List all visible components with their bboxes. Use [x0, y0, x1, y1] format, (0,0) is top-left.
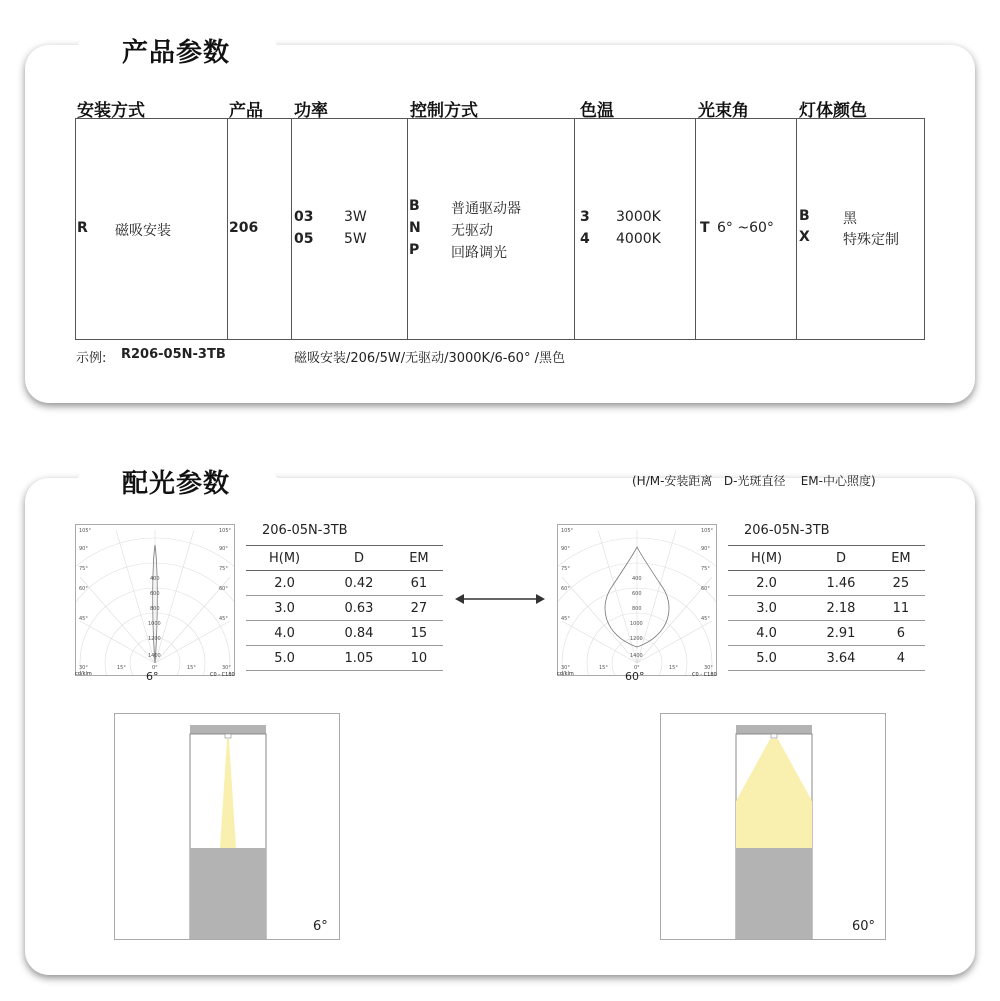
polar-angle-label: 105° — [79, 528, 92, 534]
beam-angle-60: 60° — [852, 919, 876, 934]
polar-unit: cd/klm — [75, 671, 92, 677]
header-cct: 色温 — [580, 101, 614, 121]
table-row: 2.0 1.46 25 — [728, 571, 925, 596]
color-code: X — [799, 229, 810, 245]
polar-radial-label: 600 — [632, 591, 642, 597]
table-row: 4.0 0.84 15 — [246, 621, 443, 646]
control-code: N — [409, 220, 421, 236]
control-label: 普通驱动器 — [451, 201, 521, 217]
polar-radial-label: 800 — [150, 606, 160, 612]
col-h: H(M) — [246, 546, 323, 571]
polar-radial-label: 1400 — [630, 653, 643, 659]
col-em: EM — [395, 546, 443, 571]
power-label: 5W — [344, 231, 367, 247]
cct-code: 3 — [580, 209, 590, 225]
control-label: 无驱动 — [451, 223, 493, 239]
table-model-left: 206-05N-3TB — [262, 523, 348, 538]
table-row: 3.0 0.63 27 — [246, 596, 443, 621]
light-title: 配光参数 — [122, 469, 231, 499]
spec-table — [75, 118, 925, 340]
polar-diagram-60deg — [557, 524, 717, 676]
polar-angle-label: 60° — [79, 586, 88, 592]
polar-angle-label: 105° — [219, 528, 232, 534]
control-code: B — [409, 198, 420, 214]
color-code: B — [799, 208, 810, 224]
polar-radial-label: 400 — [632, 576, 642, 582]
header-power: 功率 — [294, 101, 328, 121]
polar-bottom-label: 15° — [669, 665, 678, 671]
polar-angle-label: 45° — [219, 616, 228, 622]
polar-bottom-label: 30° — [561, 665, 570, 671]
polar-radial-label: 1000 — [630, 621, 643, 627]
col-em: EM — [877, 546, 925, 571]
table-model-right: 206-05N-3TB — [744, 523, 830, 538]
light-legend: (H/M-安装距离 D-光斑直径 EM-中心照度) — [632, 474, 876, 488]
product-code: 206 — [229, 220, 259, 236]
photometric-table-left — [246, 545, 443, 671]
header-product: 产品 — [229, 101, 263, 121]
polar-angle-label: 90° — [701, 546, 710, 552]
beam-illustration-60deg — [660, 713, 886, 940]
polar-radial-label: 1200 — [148, 636, 161, 642]
polar-unit: cd/klm — [557, 671, 574, 677]
polar-angle-label: 105° — [701, 528, 714, 534]
table-row: 5.0 1.05 10 — [246, 646, 443, 671]
polar-angle-label: 60° — [561, 586, 570, 592]
product-title: 产品参数 — [122, 38, 231, 68]
polar-angle-label: 60° — [219, 586, 228, 592]
polar-angle-label: 75° — [219, 566, 228, 572]
polar-angle-6: 6° — [146, 670, 159, 683]
polar-bottom-label: 30° — [79, 665, 88, 671]
polar-bottom-label: 15° — [187, 665, 196, 671]
polar-bottom-label: 15° — [117, 665, 126, 671]
cct-label: 3000K — [616, 209, 661, 225]
polar-angle-label: 45° — [561, 616, 570, 622]
polar-angle-label: 90° — [79, 546, 88, 552]
polar-bottom-label: 30° — [704, 665, 713, 671]
header-control: 控制方式 — [410, 101, 478, 121]
table-row: 2.0 0.42 61 — [246, 571, 443, 596]
cct-label: 4000K — [616, 231, 661, 247]
polar-bottom-label: 0° — [152, 665, 158, 671]
polar-curve-legend: C0 - C180 — [692, 672, 717, 678]
polar-angle-label: 90° — [219, 546, 228, 552]
polar-radial-label: 1200 — [630, 636, 643, 642]
polar-angle-label: 75° — [701, 566, 710, 572]
control-code: P — [409, 242, 420, 258]
power-code: 05 — [294, 231, 314, 247]
polar-radial-label: 800 — [632, 606, 642, 612]
polar-bottom-label: 0° — [634, 665, 640, 671]
example-code: R206-05N-3TB — [121, 347, 226, 362]
polar-bottom-label: 30° — [222, 665, 231, 671]
table-row: 3.0 2.18 11 — [728, 596, 925, 621]
beam-angle-6: 6° — [313, 919, 328, 934]
polar-radial-label: 1400 — [148, 653, 161, 659]
polar-bottom-label: 15° — [599, 665, 608, 671]
range-arrow-icon — [455, 592, 545, 606]
beam-illustration-6deg — [114, 713, 340, 940]
polar-angle-60: 60° — [625, 670, 645, 683]
col-d: D — [805, 546, 877, 571]
polar-radial-label: 1000 — [148, 621, 161, 627]
header-color: 灯体颜色 — [799, 101, 867, 121]
polar-diagram-6deg — [75, 524, 235, 676]
polar-angle-label: 45° — [701, 616, 710, 622]
polar-angle-label: 75° — [561, 566, 570, 572]
polar-angle-label: 105° — [561, 528, 574, 534]
color-label: 特殊定制 — [843, 232, 899, 248]
install-label: 磁吸安装 — [115, 223, 171, 239]
cct-code: 4 — [580, 231, 590, 247]
polar-angle-label: 75° — [79, 566, 88, 572]
header-beam: 光束角 — [698, 101, 749, 121]
polar-angle-label: 45° — [79, 616, 88, 622]
polar-radial-label: 400 — [150, 576, 160, 582]
example-desc: 磁吸安装/206/5W/无驱动/3000K/6-60° /黑色 — [294, 351, 565, 366]
col-h: H(M) — [728, 546, 805, 571]
table-row: 5.0 3.64 4 — [728, 646, 925, 671]
power-code: 03 — [294, 209, 314, 225]
table-row: 4.0 2.91 6 — [728, 621, 925, 646]
install-code: R — [77, 220, 88, 236]
example-label: 示例: — [76, 351, 107, 366]
polar-angle-label: 60° — [701, 586, 710, 592]
col-d: D — [323, 546, 395, 571]
color-label: 黑 — [843, 211, 857, 227]
header-install: 安装方式 — [77, 101, 145, 121]
control-label: 回路调光 — [451, 245, 507, 261]
beam-label: 6° ~60° — [717, 220, 774, 236]
power-label: 3W — [344, 209, 367, 225]
polar-radial-label: 600 — [150, 591, 160, 597]
polar-curve-legend: C0 - C180 — [210, 672, 235, 678]
beam-code: T — [700, 220, 710, 236]
photometric-table-right — [728, 545, 925, 671]
polar-angle-label: 90° — [561, 546, 570, 552]
